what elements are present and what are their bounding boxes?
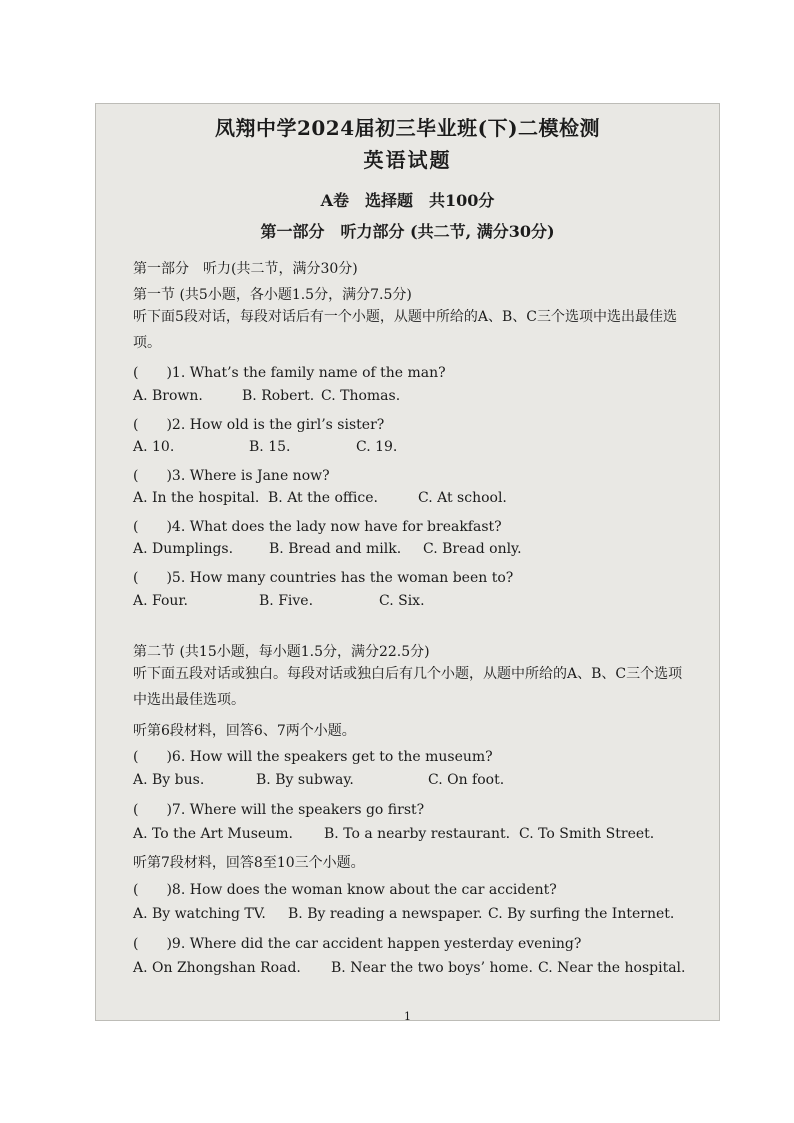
question-stem-7: ( )7. Where will the speakers go first? [133, 802, 425, 818]
option-6a: A. By bus. [133, 772, 205, 788]
question-stem-3: ( )3. Where is Jane now? [133, 468, 330, 484]
option-7b: B. To a nearby restaurant. [324, 826, 511, 842]
option-5a: A. Four. [133, 593, 189, 609]
option-8b: B. By reading a newspaper. [288, 906, 483, 922]
option-5b: B. Five. [259, 593, 314, 609]
option-7c: C. To Smith Street. [519, 826, 655, 842]
option-3a: A. In the hospital. [133, 490, 260, 506]
material-7-note: 听第7段材料，回答8至10三个小题。 [133, 855, 365, 871]
question-stem-2: ( )2. How old is the girl’s sister? [133, 417, 385, 433]
option-8a: A. By watching TV. [133, 906, 266, 922]
option-9c: C. Near the hospital. [538, 960, 686, 976]
section1-instruction: 听下面5段对话，每段对话后有一个小题，从题中所给的A、B、C三个选项中选出最佳选项。 [133, 309, 678, 351]
exam-page [95, 103, 720, 1021]
volume-heading: A卷 选择题 共100分 [320, 191, 495, 210]
question-stem-4: ( )4. What does the lady now have for breakfast? [133, 519, 502, 535]
page-number: 1 [404, 1010, 411, 1021]
option-1c: C. Thomas. [321, 388, 401, 404]
option-2c: C. 19. [356, 439, 398, 455]
option-1b: B. Robert. [242, 388, 315, 404]
option-3c: C. At school. [418, 490, 507, 506]
exam-subject: 英语试题 [363, 148, 452, 172]
question-stem-1: ( )1. What’s the family name of the man? [133, 365, 446, 381]
option-4a: A. Dumplings. [133, 541, 234, 557]
option-6b: B. By subway. [256, 772, 354, 788]
section2-subheading: 第二节 (共15小题，每小题1.5分，满分22.5分) [133, 644, 430, 660]
option-6c: C. On foot. [428, 772, 505, 788]
option-5c: C. Six. [379, 593, 425, 609]
option-9a: A. On Zhongshan Road. [133, 960, 301, 976]
option-3b: B. At the office. [268, 490, 378, 506]
option-2a: A. 10. [133, 439, 175, 455]
option-8c: C. By surfing the Internet. [488, 906, 675, 922]
question-stem-5: ( )5. How many countries has the woman been to? [133, 570, 514, 586]
option-7a: A. To the Art Museum. [133, 826, 293, 842]
question-stem-9: ( )9. Where did the car accident happen yesterday evening? [133, 936, 582, 952]
question-stem-6: ( )6. How will the speakers get to the museum? [133, 749, 493, 765]
option-1a: A. Brown. [133, 388, 203, 404]
option-2b: B. 15. [249, 439, 291, 455]
option-9b: B. Near the two boys’ home. [331, 960, 533, 976]
section1-heading: 第一部分 听力(共二节，满分30分) [133, 261, 358, 277]
part-heading: 第一部分 听力部分 (共二节, 满分30分) [260, 222, 555, 241]
question-stem-8: ( )8. How does the woman know about the car accident? [133, 882, 557, 898]
option-4b: B. Bread and milk. [269, 541, 402, 557]
exam-title: 凤翔中学2024届初三毕业班(下)二模检测 [214, 116, 601, 140]
section1-subheading: 第一节 (共5小题，各小题1.5分，满分7.5分) [133, 287, 412, 303]
section2-instruction: 听下面五段对话或独白。每段对话或独白后有几个小题，从题中所给的A、B、C三个选项中选出最佳选项。 [133, 666, 683, 708]
material-6-note: 听第6段材料，回答6、7两个小题。 [133, 723, 356, 739]
option-4c: C. Bread only. [423, 541, 522, 557]
